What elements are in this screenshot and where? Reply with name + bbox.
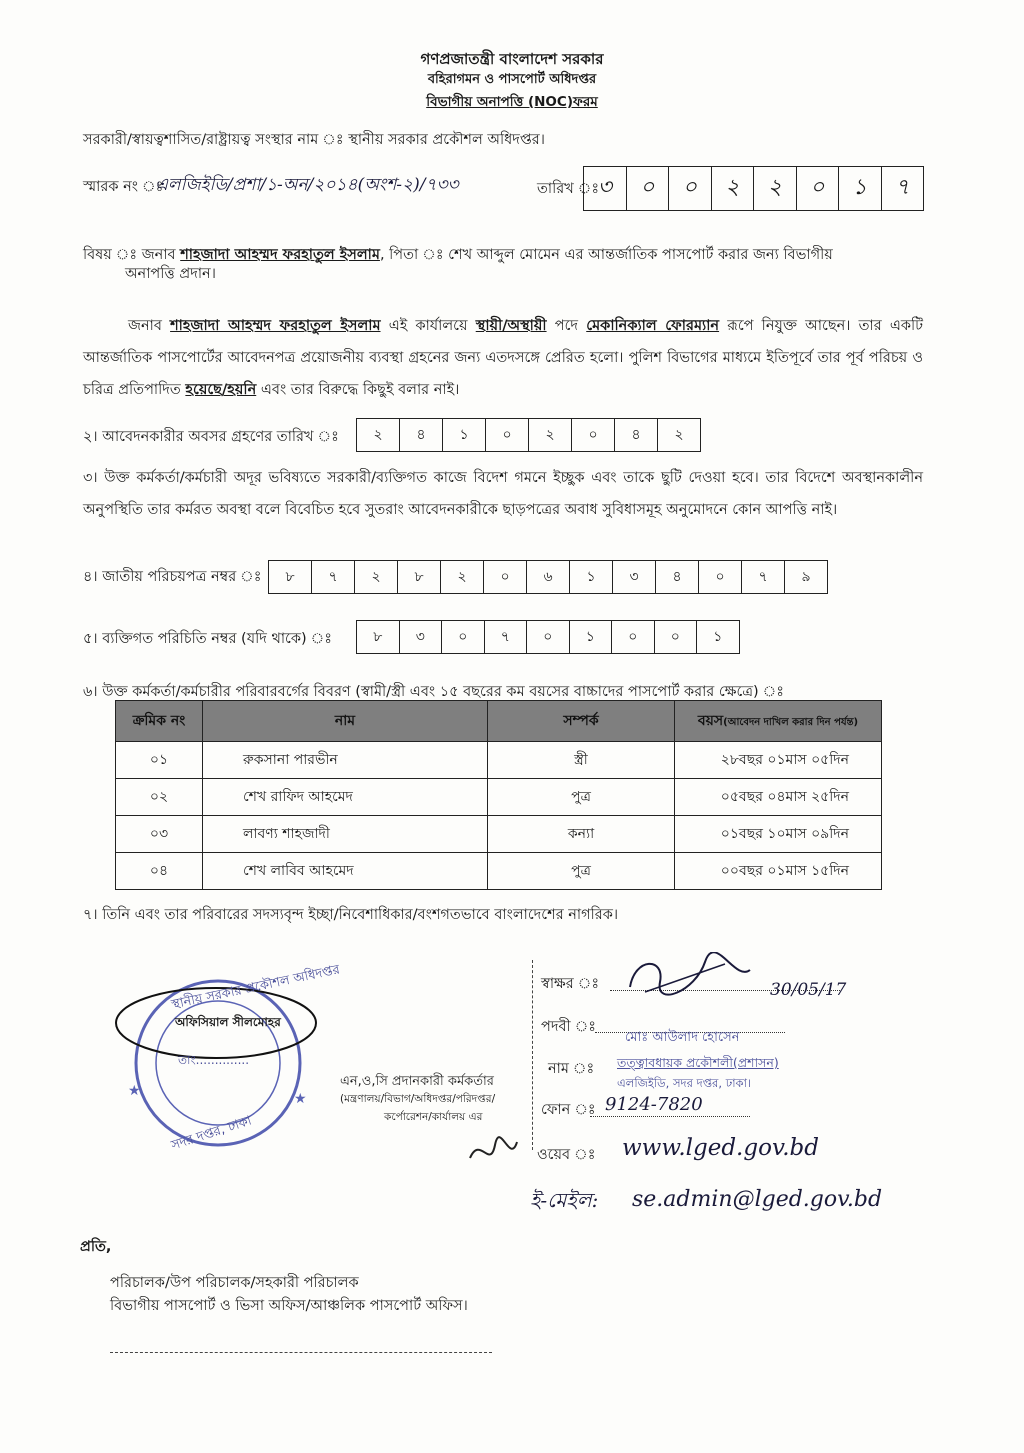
seal-label: অফিসিয়াল সীলমোহর [175,1015,281,1029]
memo-date-digit: ২ [712,167,755,210]
body-mid2: পদে [554,318,579,334]
personal-id-digit: ৩ [400,621,443,653]
citizenship-line: ৭। তিনি এবং তার পরিবারের সদস্যবৃন্দ ইচ্ছা/নিবেশাধিকার/বংশগতভাবে বাংলাদেশের নাগরিক। [83,907,619,923]
family-label: ৬। উক্ত কর্মকর্তা/কর্মচারীর পরিবারবর্গের বিবরণ (স্বামী/স্ত্রী এবং ১৫ বছরের কম বয়সের বাচ্চাদের পাসপোর্ট করার ক্ষেত্রে) ঃ [83,684,784,700]
phone-label: ফোন ঃ [541,1102,596,1118]
body-post-type: স্থায়ী/অস্থায়ী [475,318,547,334]
family-row [116,816,882,853]
body-mid: এই কার্যালয়ে [388,318,468,334]
nid-digit: ০ [484,561,527,593]
subject-line [83,246,833,264]
bottom-dashed-line [110,1352,492,1353]
sign-date: 30/05/17 [770,980,847,1000]
personal-id-digit: ১ [713,629,723,645]
seal-star-right: ★ [294,1091,307,1107]
retirement-date-digit: ১ [443,419,486,451]
personal-id-digit: ৭ [485,621,528,653]
signature-divider [532,960,533,1150]
to-label: প্রতি, [80,1239,112,1255]
col-name: নাম [203,701,488,742]
retirement-date-digit: ২ [529,419,572,451]
col-age-note: (আবেদন দাখিল করার দিন পর্যন্ত) [723,717,859,728]
body-prefix: জনাব [128,318,162,334]
memo-date-digit: ০ [669,167,712,210]
seal-date: তাং.............. [178,1053,250,1067]
org-line [83,131,545,149]
nid-digit: ৭ [312,561,355,593]
org-value: স্থানীয় সরকার প্রকৌশল অধিদপ্তর। [348,132,545,148]
nid-digit: ৭ [742,561,785,593]
col-age [675,701,882,742]
seal-ring-top: স্থানীয় সরকার প্রকৌশল অধিদপ্তর [170,962,342,1013]
family-row [116,853,882,890]
issuer-line2: (মন্ত্রণালয়/বিভাগ/অধিদপ্তর/পরিদপ্তর/ [340,1093,496,1105]
body-end: এবং তার বিরুদ্ধে কিছুই বলার নাই। [260,382,460,398]
personal-id-digit: ৮ [357,621,400,653]
memo-label: স্মারক নং ঃ [83,179,164,195]
memo-date-digit: ৭ [895,175,910,200]
post-value: মোঃ আউলাদ হোসেন [625,1030,740,1045]
signature-scribble [625,952,755,1002]
family-serial-cell: ০২ [116,779,203,816]
family-serial-cell: ০৩ [116,816,203,853]
family-serial-cell: ০১ [116,742,203,779]
initial-scribble [465,1130,525,1175]
body-paragraph [83,310,923,406]
nid-digit: ২ [355,561,398,593]
phone-dotted-line [590,1116,750,1117]
family-name-cell: শেখ লাবিব আহমেদ [203,853,488,890]
nid-digit: ৬ [527,561,570,593]
memo-date-boxes [583,166,924,211]
col-relation: সম্পর্ক [488,701,675,742]
nid-boxes [268,560,828,594]
body-designation: মেকানিক্যাল ফোরম্যান [586,318,720,334]
header-title: গণপ্রজাতন্ত্রী বাংলাদেশ সরকার [420,50,604,68]
body-status: হয়েছে/হয়নি [185,382,257,398]
family-age-cell: ০০বছর ০১মাস ১৫দিন [675,853,882,890]
issuer-line3: কর্পোরেশন/কার্যালয় এর [384,1111,483,1123]
issuer-line1: এন,ও,সি প্রদানকারী কর্মকর্তার [340,1074,494,1089]
col-age-label: বয়স [697,713,724,729]
personal-id-digit: ০ [442,621,485,653]
nid-digit: ৩ [613,561,656,593]
family-relation-cell: কন্যা [488,816,675,853]
nid-label: ৪। জাতীয় পরিচয়পত্র নম্বর ঃ [83,569,262,585]
nid-digit: ৮ [269,561,312,593]
retirement-date-digit: ৪ [615,419,658,451]
email-value: se.admin@lged.gov.bd [632,1187,883,1212]
family-row [116,742,882,779]
body-name: শাহজাদা আহম্মদ ফরহাতুল ইসলাম [170,318,381,334]
nid-digit: ৯ [801,569,811,585]
family-table-header [116,701,882,742]
personal-id-boxes [356,620,740,654]
name-label: নাম ঃ [548,1061,595,1077]
retirement-date-digit: ০ [486,419,529,451]
phone-value: 9124-7820 [605,1094,703,1115]
name-value: তত্ত্বাবধায়ক প্রকৌশলী(প্রশাসন) [617,1055,779,1070]
nid-digit: ২ [441,561,484,593]
family-name-cell: রুকসানা পারভীন [203,742,488,779]
memo-date-digit: ৩ [584,167,627,210]
family-table [115,700,882,890]
official-seal [108,975,418,1155]
family-name-cell: লাবণ্য শাহজাদী [203,816,488,853]
personal-id-digit: ০ [655,621,698,653]
memo-number: এলজিইডি/প্রশা/১-অন/২০১৪(অংশ-২)/৭৩৩ [155,175,459,195]
web-label: ওয়েব ঃ [537,1147,596,1163]
seal-ring-bottom: সদর দপ্তর, ঢাকা [169,1113,254,1154]
subject-label: বিষয় ঃ [83,247,138,263]
family-relation-cell: পুত্র [488,779,675,816]
subject-line2: অনাপত্তি প্রদান। [125,266,216,282]
subject-rest: , পিতা ঃ শেখ আব্দুল মোমেন এর আন্তর্জাতিক পাসপোর্ট করার জন্য বিভাগীয় [379,247,833,263]
family-row [116,779,882,816]
memo-date-label: তারিখ ঃ [537,181,600,197]
family-name-cell: শেখ রাফিদ আহমেদ [203,779,488,816]
header-subtitle: বহিরাগমন ও পাসপোর্ট অধিদপ্তর [427,72,597,87]
to-line1: পরিচালক/উপ পরিচালক/সহকারী পরিচালক [110,1275,359,1291]
retirement-date-digit: ২ [357,419,400,451]
memo-date-digit: ২ [754,167,797,210]
personal-id-digit: ০ [612,621,655,653]
sign-label: স্বাক্ষর ঃ [541,976,600,992]
subject-name: শাহজাদা আহম্মদ ফরহাতুল ইসলাম [180,247,380,263]
family-age-cell: ০৫বছর ০৪মাস ২৫দিন [675,779,882,816]
retirement-date-digit: ৪ [400,419,443,451]
family-serial-cell: ০৪ [116,853,203,890]
family-age-cell: ২৮বছর ০১মাস ০৫দিন [675,742,882,779]
memo-date-digit: ০ [627,167,670,210]
nid-digit: ৮ [398,561,441,593]
org-label: সরকারী/স্বায়ত্বশাসিত/রাষ্ট্রায়ত্ব সংস্থার নাম ঃ [83,132,344,148]
nid-digit: ১ [570,561,613,593]
family-relation-cell: স্ত্রী [488,742,675,779]
col-serial: ক্রমিক নং [116,701,203,742]
nid-digit: ০ [699,561,742,593]
seal-star-left: ★ [128,1083,141,1099]
family-relation-cell: পুত্র [488,853,675,890]
family-age-cell: ০১বছর ১০মাস ০৯দিন [675,816,882,853]
post-label: পদবী ঃ [541,1019,597,1035]
personal-id-label: ৫। ব্যক্তিগত পরিচিতি নম্বর (যদি থাকে) ঃ [83,631,332,647]
to-line2: বিভাগীয় পাসপোর্ট ও ভিসা অফিস/আঞ্চলিক পাসপোর্ট অফিস। [110,1298,468,1314]
memo-date-digit: ১ [839,167,882,210]
form-title: বিভাগীয় অনাপত্তি (NOC)ফরম [426,94,598,110]
name-value2: এলজিইডি, সদর দপ্তর, ঢাকা। [617,1076,752,1090]
retirement-date-boxes [356,418,701,452]
item3-paragraph: ৩। উক্ত কর্মকর্তা/কর্মচারী অদূর ভবিষ্যতে সরকারী/ব্যক্তিগত কাজে বিদেশ গমনে ইচ্ছুক এবং তাকে ছুটি দেওয়া হবে। তার বিদেশে অবস্থানকালীন অনুপস্থিতি তার কর্মরত অবস্থা বলে বিবেচিত হবে সুতরাং আবেদনকারীকে ছাড়পত্রের অবাধ সুবিধাসমূহ অনুমোদনে কোন আপত্তি নাই। [83,470,923,518]
personal-id-digit: ১ [570,621,613,653]
memo-date-digit: ০ [797,167,840,210]
personal-id-digit: ০ [527,621,570,653]
web-value: www.lged.gov.bd [622,1135,819,1161]
email-label: ই-মেইল: [530,1188,599,1212]
retirement-date-digit: ০ [572,419,615,451]
form-title-wrap [0,91,1024,114]
retirement-date-digit: ২ [674,427,684,443]
body-rest: রূপে নিযুক্ত আছেন। তার একটি আন্তর্জাতিক পাসপোর্টের আবেদনপত্র প্রয়োজনীয় ব্যবস্থা গ্রহনের জন্য এতদসঙ্গে প্রেরিত হলো। পুলিশ বিভাগের মাধ্যমে ইতিপূর্বে তার পূর্ব পরিচয় ও চরিত্র প্রতিপাদিত [83,318,924,398]
retirement-label: ২। আবেদনকারীর অবসর গ্রহণের তারিখ ঃ [83,429,339,445]
nid-digit: ৪ [656,561,699,593]
subject-prefix: জনাব [141,247,176,263]
